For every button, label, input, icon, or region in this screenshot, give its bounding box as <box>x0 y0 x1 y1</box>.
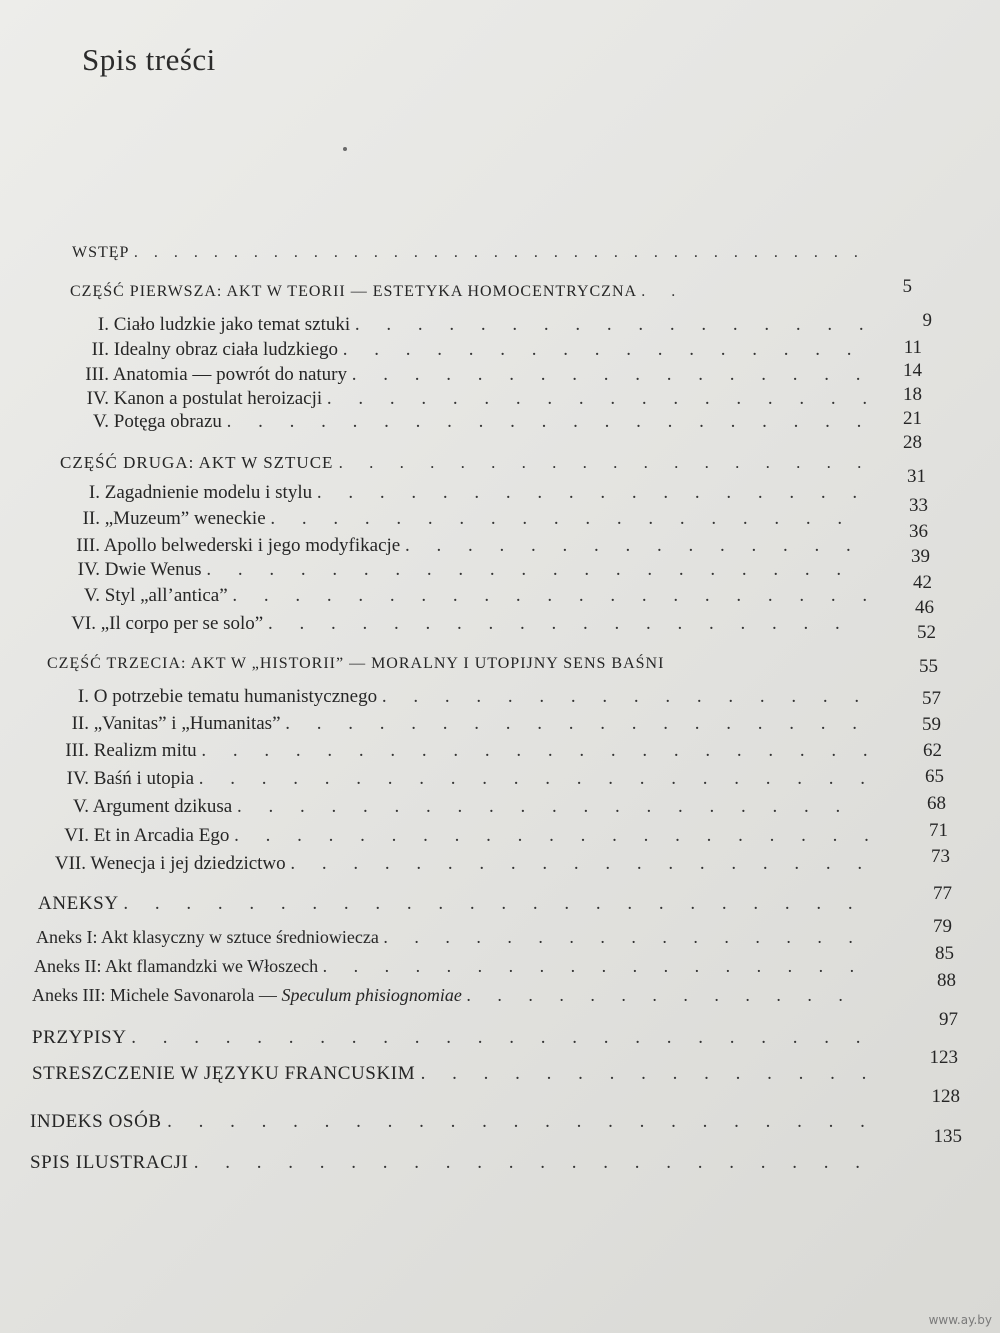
entry-text: Kanon a postulat heroizacji <box>113 388 323 409</box>
entry-text: ANEKSY <box>38 893 118 914</box>
entry-text: „Vanitas” i „Humanitas” <box>93 713 281 734</box>
leader-dots: . . . . . . . . . . . . . . . . . . . . . . <box>193 1152 872 1173</box>
leader-dots: . . . . . . . . . . . . . . . . . . <box>326 388 879 409</box>
leader-dots: . . . . . . . . . . . . . . . . . . . . <box>236 796 852 817</box>
entry-text: CZĘŚĆ DRUGA: AKT W SZTUCE <box>60 453 334 472</box>
toc-entry <box>60 613 851 635</box>
leader-dots: . . . . . . . . . . . . . . . . . . . . . . . . <box>123 893 864 914</box>
page-number: 97 <box>939 1009 958 1030</box>
leader-dots: . . . . . . . . . . . . . . . . . . . . . . . . <box>131 1027 872 1048</box>
entry-number: III. <box>85 364 109 385</box>
entry-text: Aneks I: Akt klasyczny w sztuce średniowiecza <box>36 927 379 947</box>
paper-speck <box>343 147 347 151</box>
entry-italic-title: Speculum phisiognomiae <box>281 985 462 1005</box>
entry-number: V. <box>83 585 100 606</box>
page-number: 65 <box>925 766 944 787</box>
entry-text: INDEKS OSÓB <box>30 1111 162 1132</box>
entry-number: III. <box>76 535 100 556</box>
leader-dots: . . . . . . . . . . . . . . . . . . . . . . . . . . . . . . . . . . . . . <box>133 244 864 261</box>
toc-spis-ilustracji <box>30 1152 871 1174</box>
entry-number: III. <box>65 740 89 761</box>
entry-text: Aneks III: Michele Savonarola — <box>32 985 282 1005</box>
entry-text: Baśń i utopia <box>93 768 195 789</box>
entry-number: IV. <box>86 388 109 409</box>
leader-dots: . . . . . . . . . . . . . . . <box>420 1063 878 1084</box>
leader-dots: . . . . . . . . . . . . . . . . . <box>351 364 872 385</box>
toc-entry <box>74 388 878 410</box>
leader-dots: . . . . . . . . . . . . . . . . . <box>342 339 863 360</box>
entry-text: Wenecja i jej dziedzictwo <box>90 853 286 874</box>
toc-entry <box>38 853 873 875</box>
page-number: 14 <box>903 360 922 381</box>
entry-text: Styl „all’antica” <box>104 585 228 606</box>
entry-text: Apollo belwederski i jego modyfikacje <box>103 535 401 556</box>
entry-text: CZĘŚĆ PIERWSZA: AKT W TEORII — ESTETYKA HOMOCENTRYCZNA <box>70 283 637 300</box>
page-number: 88 <box>937 970 956 991</box>
page-number: 79 <box>933 916 952 937</box>
page-number: 77 <box>933 883 952 904</box>
toc-entry <box>50 740 879 762</box>
leader-dots: . . . . . . . . . . . . . . . . <box>381 686 871 707</box>
toc-entry <box>70 585 878 607</box>
toc-entry-wstep <box>72 244 864 262</box>
toc-entry <box>80 482 868 504</box>
entry-number: I. <box>77 686 89 707</box>
page-number: 33 <box>909 495 928 516</box>
toc-entry <box>72 508 853 530</box>
leader-dots: . . . . . . . . . . . . . . . . . . . . . . <box>198 768 877 789</box>
page-number: 59 <box>922 714 941 735</box>
leader-dots: . . . . . . . . . . . . . . . . . . . . . <box>206 559 853 580</box>
toc-part-one <box>70 283 686 301</box>
leader-dots: . . . . . . . . . . . . . . . . . . . <box>290 853 874 874</box>
entry-text: Anatomia — powrót do natury <box>112 364 347 385</box>
page-number: 36 <box>909 521 928 542</box>
entry-number: V. <box>92 411 109 432</box>
entry-text: Idealny obraz ciała ludzkiego <box>113 339 338 360</box>
page-number: 18 <box>903 384 922 405</box>
page-number: 21 <box>903 408 922 429</box>
toc-indeks <box>30 1111 876 1133</box>
entry-number: V. <box>72 796 89 817</box>
entry-text: STRESZCZENIE W JĘZYKU FRANCUSKIM <box>32 1063 416 1084</box>
toc-entry <box>67 686 870 708</box>
page-number: 68 <box>927 793 946 814</box>
page-number: 62 <box>923 740 942 761</box>
entry-text: CZĘŚĆ TRZECIA: AKT W „HISTORII” — MORALNY I UTOPIJNY SENS BAŚNI <box>47 655 665 672</box>
leader-dots: . . . . . . . . . . . . . . . . . . <box>338 453 873 472</box>
toc-entry <box>59 713 868 735</box>
leader-dots: . . . . . . . . . . . . . . . . . . <box>322 956 866 976</box>
leader-dots: . . . . . . . . . . . . . . . . . . <box>316 482 869 503</box>
entry-number: I. <box>97 314 109 335</box>
entry-text: Potęga obrazu <box>113 411 222 432</box>
toc-part-three <box>47 655 664 673</box>
site-watermark: www.ay.by <box>928 1313 992 1327</box>
toc-entry <box>57 796 851 818</box>
entry-number: II. <box>91 339 109 360</box>
leader-dots: . . . . . . . . . . . . . . . . . . . . . <box>234 825 880 846</box>
entry-number: IV. <box>77 559 100 580</box>
page-number: 39 <box>911 546 930 567</box>
page-number: 85 <box>935 943 954 964</box>
toc-entry <box>32 985 854 1006</box>
leader-dots: . . . . . . . . . . . . . . . . . . . <box>270 508 854 529</box>
page-number: 135 <box>933 1126 962 1147</box>
leader-dots: . . . . . . . . . . . . . . . . . <box>354 314 875 335</box>
entry-text: O potrzebie tematu humanistycznego <box>93 686 378 707</box>
toc-przypisy <box>32 1027 871 1049</box>
toc-entry <box>64 535 862 557</box>
leader-dots: . . . . . . . . . . . . . <box>466 985 854 1005</box>
page-title: Spis treści <box>82 42 216 77</box>
page-number: 42 <box>913 572 932 593</box>
page-number: 71 <box>929 820 948 841</box>
entry-text: PRZYPISY <box>32 1027 126 1048</box>
page-number: 57 <box>922 688 941 709</box>
toc-entry <box>80 339 862 361</box>
entry-number: IV. <box>66 768 89 789</box>
leader-dots: . . . . . . . . . . . . . . . <box>405 535 862 556</box>
entry-number: VII. <box>54 853 86 874</box>
toc-entry <box>34 956 865 977</box>
entry-number: VI. <box>64 825 89 846</box>
page-number: 9 <box>922 310 932 331</box>
toc-streszczenie <box>32 1063 877 1085</box>
leader-dots: . . <box>641 283 687 300</box>
leader-dots: . . . . . . . . . . . . . . . . <box>383 927 864 947</box>
leader-dots: . . . . . . . . . . . . . . . . . . . . . <box>226 411 873 432</box>
page-number: 73 <box>931 846 950 867</box>
toc-entry <box>64 559 852 581</box>
entry-text: WSTĘP <box>72 244 129 261</box>
entry-text: Dwie Wenus <box>104 559 202 580</box>
toc-entry <box>87 314 875 336</box>
entry-text: „Il corpo per se solo” <box>100 613 264 634</box>
page-number: 28 <box>903 432 922 453</box>
entry-number: II. <box>82 508 100 529</box>
entry-number: I. <box>88 482 100 503</box>
page-number: 11 <box>903 337 922 358</box>
entry-text: SPIS ILUSTRACJI <box>30 1152 189 1173</box>
toc-entry <box>50 768 876 790</box>
page-number: 123 <box>929 1047 958 1068</box>
page-number: 31 <box>907 466 926 487</box>
toc-entry <box>36 927 864 948</box>
toc-entry <box>72 364 872 386</box>
leader-dots: . . . . . . . . . . . . . . . . . . . <box>268 613 851 634</box>
entry-text: „Muzeum” weneckie <box>104 508 266 529</box>
entry-number: II. <box>71 713 89 734</box>
leader-dots: . . . . . . . . . . . . . . . . . . . . . . . <box>167 1111 876 1132</box>
toc-entry <box>87 411 872 433</box>
leader-dots: . . . . . . . . . . . . . . . . . . . . . <box>232 585 879 606</box>
page-number: 128 <box>931 1086 960 1107</box>
page-number: 5 <box>902 276 912 297</box>
entry-text: Et in Arcadia Ego <box>93 825 230 846</box>
entry-text: Argument dzikusa <box>92 796 233 817</box>
page-number: 52 <box>917 622 936 643</box>
entry-text: Aneks II: Akt flamandzki we Włoszech <box>34 956 319 976</box>
entry-text: Zagadnienie modelu i stylu <box>104 482 313 503</box>
toc-part-two <box>60 453 872 473</box>
entry-text: Ciało ludzkie jako temat sztuki <box>113 314 351 335</box>
entry-text: Realizm mitu <box>93 740 197 761</box>
toc-aneksy <box>38 893 864 915</box>
toc-entry <box>50 825 880 847</box>
leader-dots: . . . . . . . . . . . . . . . . . . . . . . <box>201 740 879 761</box>
entry-number: VI. <box>71 613 96 634</box>
page-number: 46 <box>915 597 934 618</box>
page-number: 55 <box>919 656 938 677</box>
leader-dots: . . . . . . . . . . . . . . . . . . . <box>285 713 869 734</box>
